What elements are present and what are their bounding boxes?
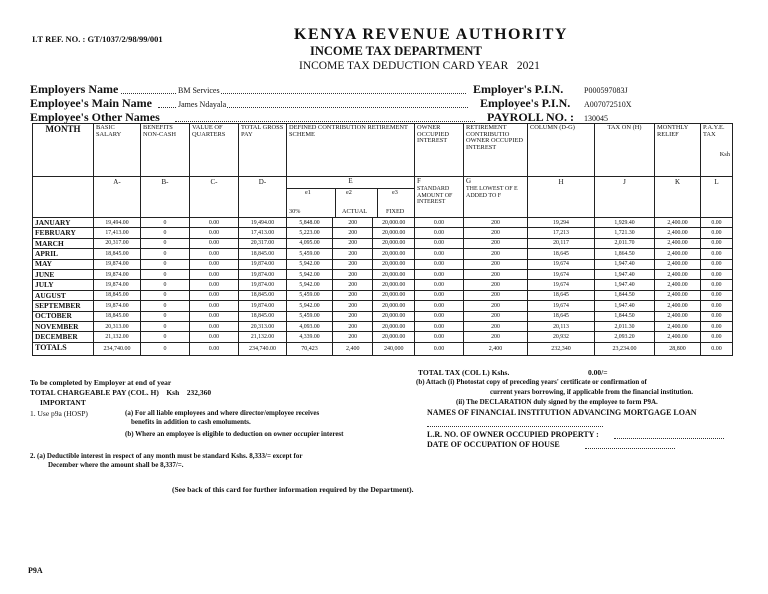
cell-e2: 200 <box>333 249 373 259</box>
cell-j: 1,947.40 <box>595 269 655 279</box>
cell-c: 0.00 <box>190 301 239 311</box>
cell-l: 0.00 <box>701 311 733 321</box>
letter-month <box>33 177 94 218</box>
cell-e1: 4,339.00 <box>287 332 333 342</box>
cell-h: 19,674 <box>528 269 595 279</box>
total-l: 0.00 <box>701 342 733 355</box>
total-c: 0.00 <box>190 342 239 355</box>
header-tax-on: TAX ON (H) <box>595 124 655 177</box>
cell-e2: 200 <box>333 238 373 248</box>
cell-j: 1,929.40 <box>595 218 655 228</box>
cell-e3: 20,000.00 <box>373 321 415 331</box>
cell-d: 18,845.00 <box>239 249 287 259</box>
cell-d: 17,413.00 <box>239 228 287 238</box>
letter-f: F <box>417 177 421 185</box>
cell-e2: 200 <box>333 332 373 342</box>
letter-a: A- <box>94 177 141 218</box>
cell-c: 0.00 <box>190 259 239 269</box>
cell-e2: 200 <box>333 311 373 321</box>
cell-e2: 200 <box>333 259 373 269</box>
attach-b: (b) Attach (i) Photostat copy of preceding years' certificate or confirmation of <box>416 378 647 386</box>
payroll-label: PAYROLL NO. : <box>487 110 575 124</box>
cell-f: 0.00 <box>415 301 464 311</box>
cell-k: 2,400.00 <box>655 280 701 290</box>
cell-a: 18,845.00 <box>94 249 141 259</box>
letter-d: D- <box>239 177 287 218</box>
table-row <box>33 259 733 269</box>
cell-j: 1,947.40 <box>595 280 655 290</box>
cell-l: 0.00 <box>701 269 733 279</box>
cell-j: 2,011.70 <box>595 238 655 248</box>
cell-a: 17,413.00 <box>94 228 141 238</box>
cell-l: 0.00 <box>701 228 733 238</box>
month-cell: JUNE <box>33 269 94 279</box>
total-b: 0 <box>141 342 190 355</box>
cell-e3: 20,000.00 <box>373 290 415 300</box>
table-row <box>33 280 733 290</box>
date-occupation-label: DATE OF OCCUPATION OF HOUSE <box>427 440 560 449</box>
authority-title: KENYA REVENUE AUTHORITY <box>294 26 568 43</box>
cell-j: 1,721.30 <box>595 228 655 238</box>
cell-g: 200 <box>464 269 528 279</box>
employee-main-name-value: James Ndayala <box>178 100 227 109</box>
cell-g: 200 <box>464 332 528 342</box>
month-cell: APRIL <box>33 249 94 259</box>
card-year: 2021 <box>516 60 540 72</box>
cell-k: 2,400.00 <box>655 249 701 259</box>
cell-a: 20,317.00 <box>94 238 141 248</box>
cell-e3: 20,000.00 <box>373 259 415 269</box>
total-g: 2,400 <box>464 342 528 355</box>
attach-ii: (ii) The DECLARATION duly signed by the employee to form P9A. <box>456 398 658 406</box>
financial-institution-line <box>427 426 603 427</box>
employer-pin-value: P000597083J <box>584 86 628 95</box>
cell-g: 200 <box>464 228 528 238</box>
month-cell: NOVEMBER <box>33 321 94 331</box>
employer-pin-label: Employer's P.I.N. <box>473 82 564 96</box>
e2-label: e2 <box>346 189 352 196</box>
header-owner-occupied: OWNER OCCUPIED INTEREST <box>415 124 464 177</box>
total-a: 234,740.00 <box>94 342 141 355</box>
cell-h: 18,645 <box>528 290 595 300</box>
cell-e1: 4,095.00 <box>287 238 333 248</box>
cell-b: 0 <box>141 301 190 311</box>
cell-b: 0 <box>141 249 190 259</box>
month-cell: JULY <box>33 280 94 290</box>
standard-amount-label: STANDARD AMOUNT OF INTEREST <box>417 186 453 205</box>
cell-k: 2,400.00 <box>655 321 701 331</box>
cell-h: 20,932 <box>528 332 595 342</box>
letter-g: G <box>466 177 472 185</box>
cell-e3: 20,000.00 <box>373 238 415 248</box>
table-row <box>33 249 733 259</box>
department-title: INCOME TAX DEPARTMENT <box>310 44 482 58</box>
cell-k: 2,400.00 <box>655 238 701 248</box>
cell-e2: 200 <box>333 301 373 311</box>
header-benefits: BENEFITS NON-CASH <box>141 124 190 177</box>
important-label: IMPORTANT <box>40 398 86 407</box>
cell-b: 0 <box>141 321 190 331</box>
month-cell: MAY <box>33 259 94 269</box>
cell-f: 0.00 <box>415 259 464 269</box>
employee-pin-label: Employee's P.I.N. <box>480 96 571 110</box>
employee-pin-value: A007072510X <box>584 100 632 109</box>
cell-e3: 20,000.00 <box>373 249 415 259</box>
cell-a: 19,874.00 <box>94 269 141 279</box>
cell-f: 0.00 <box>415 280 464 290</box>
cell-j: 1,947.40 <box>595 259 655 269</box>
cell-e3: 20,000.00 <box>373 228 415 238</box>
cell-e2: 200 <box>333 218 373 228</box>
header-month: MONTH <box>33 124 94 177</box>
total-tax-value: 0.00/= <box>588 368 608 377</box>
cell-l: 0.00 <box>701 259 733 269</box>
cell-d: 20,313.00 <box>239 321 287 331</box>
employee-other-names-line <box>175 121 475 122</box>
cell-e2: 200 <box>333 269 373 279</box>
month-cell: AUGUST <box>33 290 94 300</box>
e3-subcolumn <box>378 189 414 217</box>
cell-d: 19,874.00 <box>239 269 287 279</box>
cell-k: 2,400.00 <box>655 311 701 321</box>
employer-name-value: BM Services <box>178 86 220 95</box>
letter-e: E <box>287 177 414 189</box>
cell-a: 18,845.00 <box>94 311 141 321</box>
tax-reference: I.T REF. NO. : GT/1037/2/98/99/001 <box>32 34 163 44</box>
letter-c: C- <box>190 177 239 218</box>
letter-j: J <box>595 177 655 218</box>
cell-h: 19,674 <box>528 280 595 290</box>
header-basic-salary: BASIC SALARY <box>94 124 141 177</box>
cell-b: 0 <box>141 218 190 228</box>
cell-c: 0.00 <box>190 269 239 279</box>
cell-l: 0.00 <box>701 280 733 290</box>
tax-deduction-table <box>32 123 733 356</box>
cell-b: 0 <box>141 290 190 300</box>
total-chargeable-pay: TOTAL CHARGEABLE PAY (COL. H) Ksh 232,360 <box>30 388 212 397</box>
cell-j: 2,011.30 <box>595 321 655 331</box>
cell-j: 1,844.50 <box>595 311 655 321</box>
month-cell: MARCH <box>33 238 94 248</box>
cell-j: 2,093.20 <box>595 332 655 342</box>
cell-k: 2,400.00 <box>655 332 701 342</box>
cell-h: 18,645 <box>528 311 595 321</box>
table-row <box>33 228 733 238</box>
cell-f: 0.00 <box>415 321 464 331</box>
cell-e2: 200 <box>333 321 373 331</box>
cell-d: 19,494.00 <box>239 218 287 228</box>
completed-by-employer: To be completed by Employer at end of year <box>30 378 172 387</box>
cell-g: 200 <box>464 218 528 228</box>
cell-g: 200 <box>464 290 528 300</box>
table-row <box>33 238 733 248</box>
letter-k: K <box>655 177 701 218</box>
cell-d: 21,132.00 <box>239 332 287 342</box>
note-a: (a) For all liable employees and where director/employee receives <box>125 409 320 417</box>
e3-fixed: FIXED <box>386 208 405 215</box>
employer-name-line <box>121 93 466 94</box>
cell-g: 200 <box>464 249 528 259</box>
letter-f-cell <box>415 177 464 218</box>
month-cell: FEBRUARY <box>33 228 94 238</box>
lr-no-line <box>614 438 724 439</box>
header-quarters: VALUE OF QUARTERS <box>190 124 239 177</box>
cell-e1: 5,942.00 <box>287 259 333 269</box>
cell-c: 0.00 <box>190 332 239 342</box>
letter-e-group <box>287 177 415 218</box>
financial-institution-label: NAMES OF FINANCIAL INSTITUTION ADVANCING MORTGAGE LOAN <box>427 408 697 417</box>
cell-l: 0.00 <box>701 249 733 259</box>
totals-label: TOTALS <box>33 342 94 355</box>
e3-label: e3 <box>392 189 398 196</box>
cell-b: 0 <box>141 311 190 321</box>
header-defined-contribution: DEFINED CONTRIBUTION RETIREMENT SCHEME <box>287 124 415 177</box>
cell-l: 0.00 <box>701 321 733 331</box>
cell-c: 0.00 <box>190 321 239 331</box>
e-subcolumns <box>287 189 414 217</box>
cell-e2: 200 <box>333 290 373 300</box>
e2-actual: ACTUAL <box>342 208 368 215</box>
cell-e2: 200 <box>333 280 373 290</box>
cell-e1: 5,942.00 <box>287 280 333 290</box>
cell-e1: 5,223.00 <box>287 228 333 238</box>
header-paye-tax: P.A.Y.E. TAX Ksh <box>701 124 733 177</box>
table-row <box>33 332 733 342</box>
cell-d: 20,317.00 <box>239 238 287 248</box>
cell-h: 19,294 <box>528 218 595 228</box>
total-tax-label: TOTAL TAX (COL L) Kshs. <box>418 368 510 377</box>
cell-g: 200 <box>464 311 528 321</box>
note-2b: December where the amount shall be 8,337/=. <box>48 461 184 469</box>
employee-main-name-label: Employee's Main Name <box>30 96 152 110</box>
cell-h: 19,674 <box>528 259 595 269</box>
cell-e3: 20,000.00 <box>373 301 415 311</box>
cell-b: 0 <box>141 280 190 290</box>
cell-f: 0.00 <box>415 332 464 342</box>
cell-e3: 20,000.00 <box>373 332 415 342</box>
letter-b: B- <box>141 177 190 218</box>
cell-h: 20,117 <box>528 238 595 248</box>
cell-e3: 20,000.00 <box>373 218 415 228</box>
cell-a: 21,132.00 <box>94 332 141 342</box>
total-h: 232,340 <box>528 342 595 355</box>
see-back-note: (See back of this card for further information required by the Department). <box>172 485 414 494</box>
cell-j: 1,947.40 <box>595 301 655 311</box>
cell-f: 0.00 <box>415 269 464 279</box>
cell-b: 0 <box>141 259 190 269</box>
table-row <box>33 290 733 300</box>
month-cell: DECEMBER <box>33 332 94 342</box>
cell-b: 0 <box>141 269 190 279</box>
cell-a: 19,874.00 <box>94 259 141 269</box>
cell-l: 0.00 <box>701 301 733 311</box>
cell-f: 0.00 <box>415 249 464 259</box>
cell-k: 2,400.00 <box>655 259 701 269</box>
cell-b: 0 <box>141 238 190 248</box>
total-j: 23,234.00 <box>595 342 655 355</box>
total-f: 0.00 <box>415 342 464 355</box>
cell-g: 200 <box>464 259 528 269</box>
cell-e1: 5,459.00 <box>287 249 333 259</box>
e2-subcolumn <box>336 189 378 217</box>
cell-a: 19,874.00 <box>94 280 141 290</box>
cell-e1: 4,093.00 <box>287 321 333 331</box>
payroll-value: 130045 <box>584 114 608 123</box>
cell-l: 0.00 <box>701 332 733 342</box>
date-occupation-line <box>585 448 675 449</box>
cell-l: 0.00 <box>701 290 733 300</box>
cell-g: 200 <box>464 321 528 331</box>
cell-d: 18,845.00 <box>239 290 287 300</box>
total-e2: 2,400 <box>333 342 373 355</box>
cell-k: 2,400.00 <box>655 218 701 228</box>
cell-k: 2,400.00 <box>655 269 701 279</box>
cell-j: 1,844.50 <box>595 290 655 300</box>
card-title: INCOME TAX DEDUCTION CARD YEAR 2021 <box>299 60 540 72</box>
cell-e1: 5,942.00 <box>287 301 333 311</box>
form-code: P9A <box>28 566 43 575</box>
cell-c: 0.00 <box>190 290 239 300</box>
cell-g: 200 <box>464 280 528 290</box>
cell-c: 0.00 <box>190 228 239 238</box>
cell-d: 19,874.00 <box>239 301 287 311</box>
cell-f: 0.00 <box>415 311 464 321</box>
cell-g: 200 <box>464 301 528 311</box>
attach-b2: current years borrowing, if applicable from the financial institution. <box>490 388 693 396</box>
note-a2: benefits in addition to cash emoluments. <box>131 418 251 426</box>
note-b: (b) Where an employee is eligible to deduction on owner occupier interest <box>125 430 344 438</box>
total-d: 234,740.00 <box>239 342 287 355</box>
letter-h: H <box>528 177 595 218</box>
total-k: 28,800 <box>655 342 701 355</box>
header-gross-pay: TOTAL GROSS PAY <box>239 124 287 177</box>
cell-e1: 5,942.00 <box>287 269 333 279</box>
e1-subcolumn <box>287 189 336 217</box>
letter-g-cell <box>464 177 528 218</box>
cell-f: 0.00 <box>415 228 464 238</box>
cell-c: 0.00 <box>190 238 239 248</box>
cell-e1: 5,459.00 <box>287 311 333 321</box>
cell-e3: 20,000.00 <box>373 311 415 321</box>
e1-label: e1 <box>305 189 311 196</box>
e1-pct: 30% <box>289 208 301 215</box>
cell-k: 2,400.00 <box>655 290 701 300</box>
cell-k: 2,400.00 <box>655 228 701 238</box>
header-column-dg: COLUMN (D-G) <box>528 124 595 177</box>
totals-row <box>33 342 733 355</box>
chargeable-value: 232,360 <box>186 388 212 397</box>
cell-d: 19,874.00 <box>239 280 287 290</box>
table-row <box>33 301 733 311</box>
employee-other-names-label: Employee's Other Names <box>30 110 160 124</box>
cell-c: 0.00 <box>190 311 239 321</box>
table-row <box>33 321 733 331</box>
cell-e3: 20,000.00 <box>373 269 415 279</box>
cell-h: 18,645 <box>528 249 595 259</box>
month-cell: SEPTEMBER <box>33 301 94 311</box>
cell-l: 0.00 <box>701 218 733 228</box>
kshs-label: Ksh <box>719 150 730 158</box>
cell-b: 0 <box>141 332 190 342</box>
cell-l: 0.00 <box>701 238 733 248</box>
cell-h: 20,113 <box>528 321 595 331</box>
cell-b: 0 <box>141 228 190 238</box>
cell-c: 0.00 <box>190 280 239 290</box>
month-cell: JANUARY <box>33 218 94 228</box>
cell-a: 19,874.00 <box>94 301 141 311</box>
cell-a: 20,313.00 <box>94 321 141 331</box>
cell-c: 0.00 <box>190 249 239 259</box>
cell-f: 0.00 <box>415 218 464 228</box>
lr-no-label: L.R. NO. OF OWNER OCCUPIED PROPERTY : <box>427 430 599 439</box>
cell-j: 1,864.50 <box>595 249 655 259</box>
table-row <box>33 269 733 279</box>
cell-f: 0.00 <box>415 290 464 300</box>
month-cell: OCTOBER <box>33 311 94 321</box>
cell-a: 18,845.00 <box>94 290 141 300</box>
cell-h: 19,674 <box>528 301 595 311</box>
cell-d: 19,874.00 <box>239 259 287 269</box>
total-e1: 70,423 <box>287 342 333 355</box>
cell-e2: 200 <box>333 228 373 238</box>
cell-c: 0.00 <box>190 218 239 228</box>
cell-e3: 20,000.00 <box>373 280 415 290</box>
letter-l: L <box>701 177 733 218</box>
cell-e1: 5,848.00 <box>287 218 333 228</box>
lowest-of-label: THE LOWEST OF E ADDED TO F <box>466 186 518 199</box>
cell-d: 18,845.00 <box>239 311 287 321</box>
cell-e1: 5,459.00 <box>287 290 333 300</box>
employer-name-label: Employers Name <box>30 82 119 96</box>
note-2: 2. (a) Deductible interest in respect of any month must be standard Kshs. 8,333/= except for <box>30 452 303 460</box>
cell-g: 200 <box>464 238 528 248</box>
header-retirement-contribution: RETIREMENT CONTRIBUTIO OWNER OCCUPIED INTEREST <box>464 124 528 177</box>
cell-f: 0.00 <box>415 238 464 248</box>
cell-a: 19,494.00 <box>94 218 141 228</box>
cell-k: 2,400.00 <box>655 301 701 311</box>
use-p9a: 1. Use p9a (HOSP) <box>30 409 88 418</box>
total-e3: 240,000 <box>373 342 415 355</box>
table-row <box>33 311 733 321</box>
table-row <box>33 218 733 228</box>
header-monthly-relief: MONTHLY RELIEF <box>655 124 701 177</box>
cell-h: 17,213 <box>528 228 595 238</box>
